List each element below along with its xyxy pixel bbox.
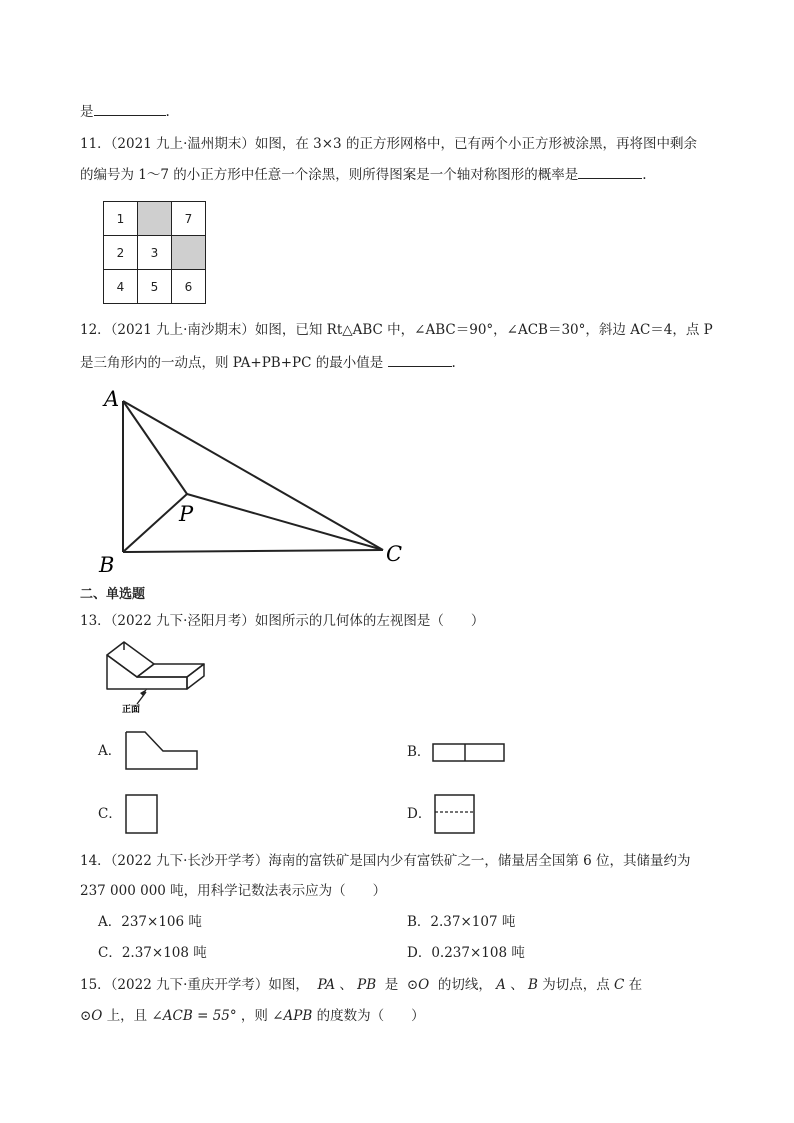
label-b: B bbox=[99, 553, 115, 577]
q14-option-c[interactable]: C．2.37×108 吨 bbox=[98, 945, 207, 961]
q15-angle: ∠ACB = 55° bbox=[151, 1008, 237, 1024]
grid-cell: 1 bbox=[104, 202, 138, 236]
q10-suffix: . bbox=[165, 104, 170, 120]
q10-answer-blank[interactable] bbox=[94, 101, 166, 116]
grid-cell: 4 bbox=[104, 270, 138, 304]
q15-line1 bbox=[80, 975, 642, 995]
q15-sep2: 、 bbox=[510, 977, 524, 993]
grid-cell: 3 bbox=[138, 236, 172, 270]
side-ac bbox=[123, 401, 383, 550]
q15-a: A bbox=[496, 977, 506, 993]
q13-solid-figure bbox=[104, 640, 214, 715]
q15-p1: 15．（2022 九下·重庆开学考）如图， bbox=[80, 977, 309, 993]
q15-angle2: ∠APB bbox=[272, 1008, 313, 1024]
q11-answer-blank[interactable] bbox=[578, 164, 642, 179]
grid-cell: 5 bbox=[138, 270, 172, 304]
option-b-rect bbox=[433, 744, 504, 761]
right-face bbox=[187, 664, 204, 689]
q11-line2-end: . bbox=[642, 167, 647, 183]
flat-top-face bbox=[137, 664, 204, 677]
q13-option-d-label[interactable]: D． bbox=[407, 806, 432, 822]
front-face bbox=[107, 655, 187, 689]
q14-option-d[interactable]: D．0.237×108 吨 bbox=[407, 945, 525, 961]
q11-line2-text: 的编号为 1～7 的小正方形中任意一个涂黑，则所得图案是一个轴对称图形的概率是 bbox=[80, 167, 579, 183]
q12-line2-text: 是三角形内的一动点，则 PA+PB+PC 的最小值是 bbox=[80, 355, 384, 371]
option-c-rect bbox=[126, 795, 157, 833]
option-d-rect bbox=[435, 795, 474, 833]
q12-answer-blank[interactable] bbox=[388, 352, 452, 367]
q15-line2 bbox=[80, 1006, 425, 1026]
q13-option-c-figure[interactable] bbox=[125, 794, 159, 836]
q11-grid bbox=[103, 201, 206, 304]
q15-pa: PA bbox=[317, 977, 336, 993]
q13-option-b-label[interactable]: B． bbox=[407, 744, 431, 760]
q12-line2-end: . bbox=[451, 355, 456, 371]
front-label: 正面 bbox=[122, 705, 141, 715]
section-title: 二、单选题 bbox=[80, 587, 146, 602]
q13-option-a-figure[interactable] bbox=[125, 731, 201, 771]
q15-line2-a: 上，且 bbox=[106, 1008, 148, 1024]
option-a-shape bbox=[126, 732, 197, 769]
q12-line1: 12．（2021 九上·南沙期末）如图，已知 Rt△ABC 中，∠ABC＝90°，∠ACB＝30°，斜边 AC＝4，点 P bbox=[80, 322, 713, 338]
q13-line1: 13．（2022 九下·泾阳月考）如图所示的几何体的左视图是（ ） bbox=[80, 613, 485, 629]
q14-line2: 237 000 000 吨，用科学记数法表示应为（ ） bbox=[80, 883, 387, 899]
q15-b: B bbox=[527, 977, 538, 993]
segment-pb bbox=[123, 494, 187, 552]
q15-p2: 是 bbox=[384, 977, 399, 993]
segment-pa bbox=[123, 401, 187, 494]
q15-c: C bbox=[614, 977, 625, 993]
q14-option-a[interactable]: A．237×106 吨 bbox=[98, 914, 202, 930]
q13-option-a-label[interactable]: A． bbox=[98, 743, 122, 759]
q15-line2-b: ，则 bbox=[240, 1008, 268, 1024]
label-a: A bbox=[104, 387, 120, 411]
grid-cell: 7 bbox=[172, 202, 206, 236]
q13-option-c-label[interactable]: C． bbox=[98, 806, 122, 822]
side-bc bbox=[123, 550, 383, 552]
label-p: P bbox=[179, 502, 194, 526]
grid-cell-shaded bbox=[138, 202, 172, 236]
grid-cell: 2 bbox=[104, 236, 138, 270]
q15-p4: 为切点，点 bbox=[542, 977, 610, 993]
q15-pb: PB bbox=[357, 977, 377, 993]
segment-pc bbox=[187, 494, 383, 550]
q15-p5: 在 bbox=[628, 977, 643, 993]
q11-line2 bbox=[80, 164, 647, 185]
q11-line1: 11．（2021 九上·温州期末）如图，在 3×3 的正方形网格中，已有两个小正方形被涂黑，再将图中剩余 bbox=[80, 136, 697, 152]
q13-option-d-figure[interactable] bbox=[434, 794, 476, 836]
label-c: C bbox=[386, 542, 403, 566]
q14-line1: 14．（2022 九下·长沙开学考）海南的富铁矿是国内少有富铁矿之一，储量居全国第 6 位，其储量约为 bbox=[80, 853, 691, 869]
q15-p3: 的切线， bbox=[437, 977, 492, 993]
q15-sep1: 、 bbox=[339, 977, 353, 993]
q14-option-b[interactable]: B．2.37×107 吨 bbox=[407, 914, 516, 930]
q15-line2-c: 的度数为（ ） bbox=[316, 1008, 425, 1024]
grid-cell: 6 bbox=[172, 270, 206, 304]
q12-line2 bbox=[80, 352, 456, 373]
q10-prefix: 是 bbox=[80, 104, 94, 120]
q13-option-b-figure[interactable] bbox=[432, 743, 506, 763]
q15-circle: ⊙O bbox=[406, 977, 430, 993]
q12-triangle-figure bbox=[96, 384, 416, 580]
q15-line2-circle: ⊙O bbox=[80, 1008, 103, 1024]
q10-tail bbox=[80, 101, 170, 122]
grid-cell-shaded bbox=[172, 236, 206, 270]
